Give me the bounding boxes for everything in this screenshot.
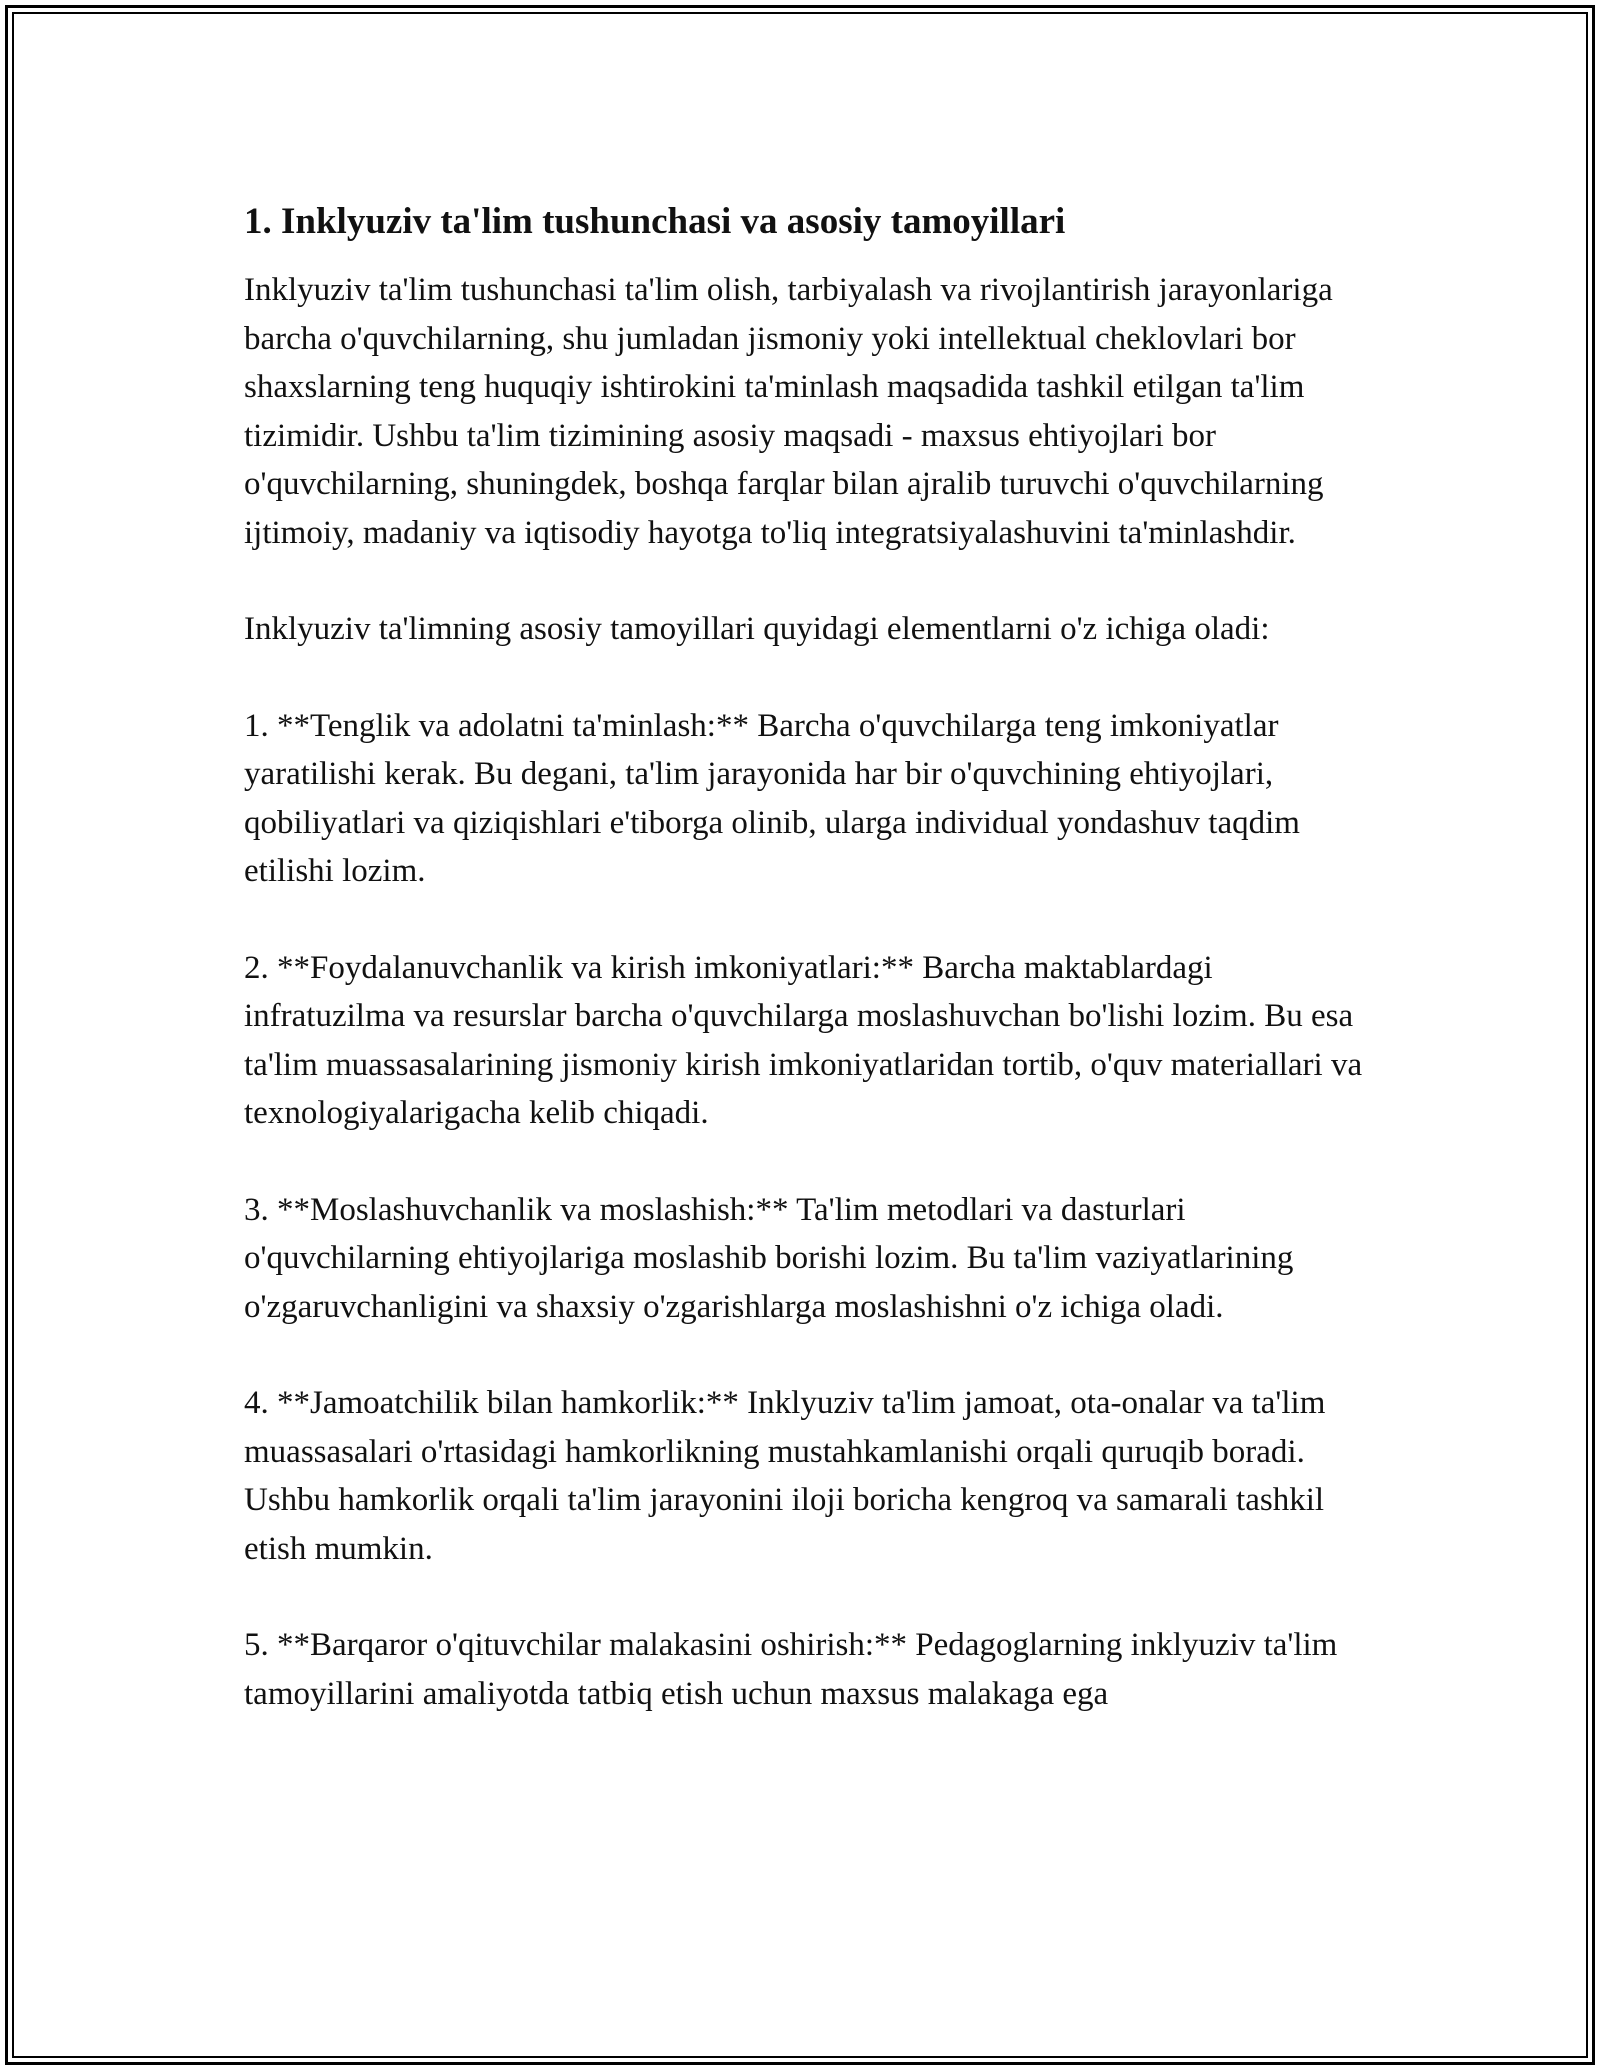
page-frame xyxy=(5,5,1595,2065)
document-content xyxy=(244,198,1374,1766)
intro-paragraph: Inklyuziv ta'lim tushunchasi ta'lim olish, tarbiyalash va rivojlantirish jarayonlariga barcha o'quvchilarning, shu jumladan jismoniy yoki intellektual cheklovlari bor shaxslarning teng huquqiy ishtirokini ta'minlash maqsadida tashkil etilgan ta'lim tizimidir. Ushbu ta'lim tizimining asosiy maqsadi - maxsus ehtiyojlari bor o'quvchilarning, shuningdek, boshqa farqlar bilan ajralib turuvchi o'quvchilarning ijtimoiy, madaniy va iqtisodiy hayotga to'liq integratsiyalashuvini ta'minlashdir. xyxy=(244,272,1333,551)
principle-2-paragraph: 2. **Foydalanuvchanlik va kirish imkoniyatlari:** Barcha maktablardagi infratuzilma va resurslar barcha o'quvchilarga moslashuvchan bo'lishi lozim. Bu esa ta'lim muassasalarining jismoniy kirish imkoniyatlaridan tortib, o'quv materiallari va texnologiyalarigacha kelib chiqadi. xyxy=(244,949,1363,1131)
principle-3-paragraph: 3. **Moslashuvchanlik va moslashish:** Ta'lim metodlari va dasturlari o'quvchilarning ehtiyojlariga moslashib borishi lozim. Bu ta'lim vaziyatlarining o'zgaruvchanligini va shaxsiy o'zgarishlarga moslashishni o'z ichiga oladi. xyxy=(244,1191,1294,1325)
principle-4-paragraph: 4. **Jamoatchilik bilan hamkorlik:** Inklyuziv ta'lim jamoat, ota-onalar va ta'lim muassasalari o'rtasidagi hamkorlikning mustahkamlanishi orqali quruqib boradi. Ushbu hamkorlik orqali ta'lim jarayonini iloji boricha kengroq va samarali tashkil etish mumkin. xyxy=(244,1385,1326,1567)
principle-1-paragraph: 1. **Tenglik va adolatni ta'minlash:** Barcha o'quvchilarga teng imkoniyatlar yaratilishi kerak. Bu degani, ta'lim jarayonida har bir o'quvchining ehtiyojlari, qobiliyatlari va qiziqishlari e'tiborga olinib, ularga individual yondashuv taqdim etilishi lozim. xyxy=(244,707,1300,889)
section-heading: 1. Inklyuziv ta'lim tushunchasi va asosiy tamoyillari xyxy=(244,201,1066,242)
principles-intro-paragraph: Inklyuziv ta'limning asosiy tamoyillari quyidagi elementlarni o'z ichiga oladi: xyxy=(244,611,1270,647)
principle-5-paragraph: 5. **Barqaror o'qituvchilar malakasini oshirish:** Pedagoglarning inklyuziv ta'lim tamoyillarini amaliyotda tatbiq etish uchun maxsus malakaga ega xyxy=(244,1627,1338,1712)
